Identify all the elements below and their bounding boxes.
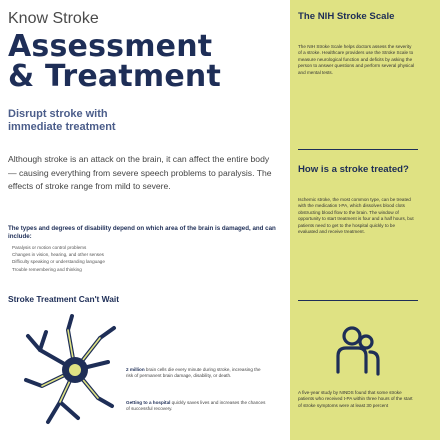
divider xyxy=(298,300,418,301)
divider xyxy=(298,149,418,150)
list-item: Changes in vision, hearing, and other senses xyxy=(12,252,104,258)
kicker: Know Stroke xyxy=(8,10,99,27)
study-text: A five-year study by NINDS found that some stroke patients who received t-PA within three hours of the start of stroke symptoms were at least 30 percent xyxy=(298,390,413,408)
subtitle xyxy=(8,108,268,134)
nih-text: The NIH Stroke Scale helps doctors assess the severity of a stroke. Healthcare providers use the Stroke Scale to measure neurological function and deficits by asking the person to answer questions and perform several physical and mental tests. xyxy=(298,44,415,75)
treated-text: Ischemic stroke, the most common type, can be treated with the medication t-PA, which dissolves blood clots obstructing blood flow to the brain. The window of opportunity to start treatment is four and a half hours, but patients need to get to the hospital quickly to be evaluated and receive treatment. xyxy=(298,197,414,235)
page-title xyxy=(8,29,288,94)
fact-brain-cells-bold: 2 million xyxy=(126,367,145,372)
types-heading: The types and degrees of disability depend on which area of the brain is damaged, and can include: xyxy=(8,225,276,240)
title-line-1: Assessment xyxy=(8,29,213,64)
treatment-heading: Stroke Treatment Can't Wait xyxy=(8,294,120,304)
list-item: Trouble remembering and thinking xyxy=(12,266,82,272)
treated-title: How is a stroke treated? xyxy=(298,164,409,175)
fact-brain-cells-text: brain cells die every minute during stroke, increasing the risk of permanent brain damage, disability, or death. xyxy=(126,367,261,379)
disability-list xyxy=(12,244,105,273)
fact-hospital-bold: Getting to a hospital xyxy=(126,400,171,405)
subtitle-line-1: Disrupt stroke with xyxy=(8,108,108,120)
fact-brain-cells xyxy=(126,367,266,379)
nih-title: The NIH Stroke Scale xyxy=(298,11,395,22)
list-item: Difficulty speaking or understanding language xyxy=(12,259,105,265)
people-icon xyxy=(332,322,382,380)
sidebar xyxy=(290,0,440,440)
list-item: Paralysis or motion control problems xyxy=(12,245,87,250)
fact-hospital xyxy=(126,400,266,412)
subtitle-line-2: immediate treatment xyxy=(8,121,116,133)
title-line-2: & Treatment xyxy=(8,59,222,94)
intro-paragraph: Although stroke is an attack on the brain, it can affect the entire body — causing everything from severe speech problems to paralysis. The effects of stroke range from mild to severe. xyxy=(8,154,272,191)
neuron-illustration xyxy=(20,310,120,430)
fact-hospital-text: quickly saves lives and increases the chances of successful recovery. xyxy=(126,400,266,412)
